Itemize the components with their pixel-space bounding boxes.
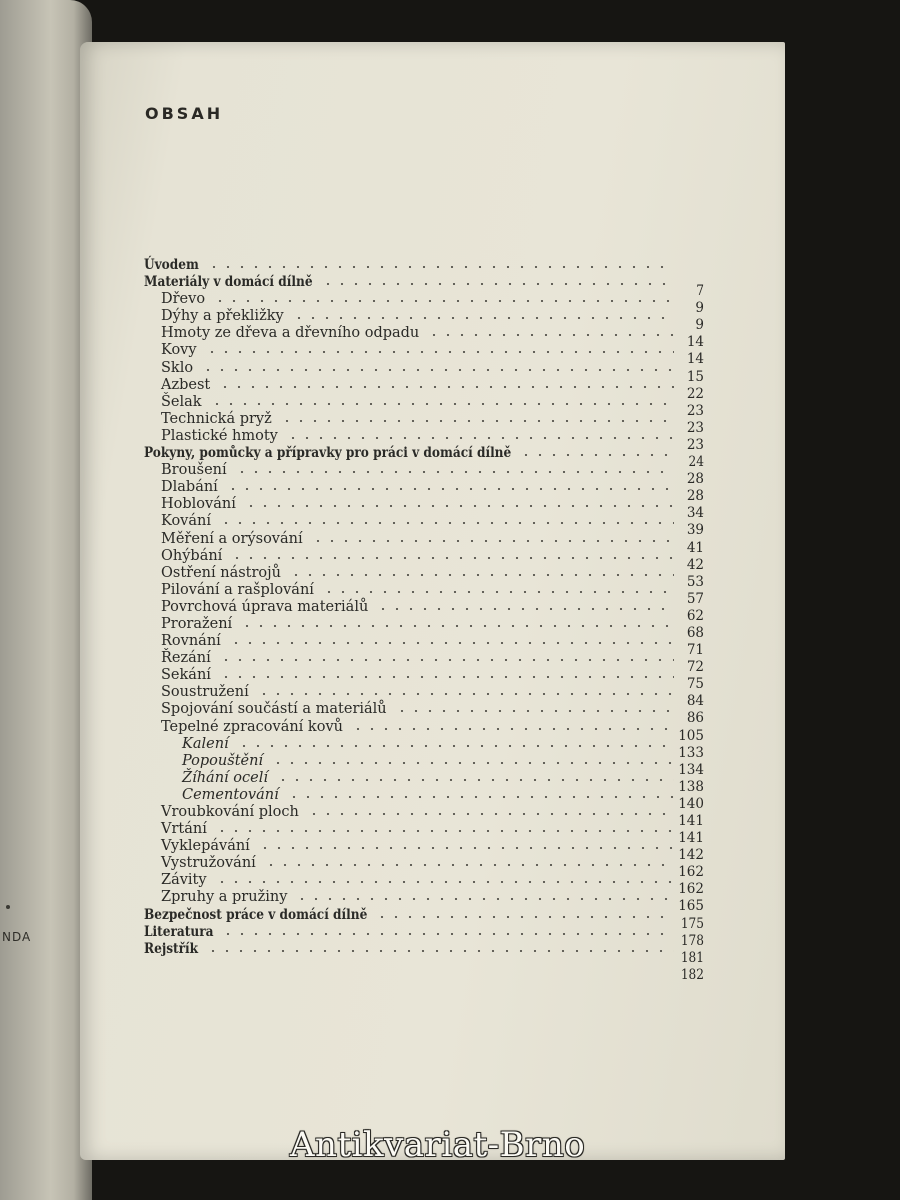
toc-page-number: 42 (686, 556, 704, 573)
toc-page-number: 84 (686, 693, 704, 710)
toc-page-number: 162 (678, 864, 704, 881)
page-mark (6, 905, 10, 909)
toc-page-number: 72 (686, 659, 704, 676)
toc-page-number: 165 (678, 898, 704, 915)
toc-page-number: 62 (686, 607, 704, 624)
toc-entry-title: Řezání (161, 650, 211, 667)
toc-entry-title: Broušení (161, 462, 227, 479)
dot-leader (206, 950, 674, 952)
dot-leader (264, 864, 674, 866)
toc-entry (144, 804, 704, 829)
dot-leader (221, 933, 674, 935)
toc-page-number: 9 (695, 317, 704, 334)
toc-page-number: 182 (680, 966, 704, 983)
dot-leader (258, 847, 674, 849)
toc-page-number: 14 (686, 351, 704, 368)
toc-page-number: 162 (678, 881, 704, 898)
toc-page-number: 141 (678, 830, 704, 847)
toc-entry-title: Ostření nástrojů (161, 564, 282, 581)
toc-page-number: 28 (686, 488, 704, 505)
dot-leader (229, 642, 674, 644)
toc-entry-title: Žíhání ocelí (182, 769, 268, 786)
toc-page-number: 9 (695, 300, 704, 317)
toc-entry-title: Rovnání (161, 633, 221, 650)
toc-entry-title: Popouštění (182, 752, 264, 769)
dot-leader (322, 591, 674, 593)
toc-page-number: 22 (686, 385, 704, 402)
toc-page-number: 140 (678, 795, 704, 812)
toc-entry-title: Vystružování (161, 855, 256, 872)
dot-leader (307, 813, 674, 815)
toc-page-number: 23 (686, 402, 704, 419)
toc-entry-title: Dřevo (161, 291, 206, 308)
toc-page-number: 75 (686, 676, 704, 693)
toc-entry-title: Tepelné zpracování kovů (161, 718, 343, 735)
toc-entry-title: Vyklepávání (161, 838, 250, 855)
toc-entry-title: Šelak (161, 393, 202, 410)
watermark: Antikvariat-Brno (290, 1125, 586, 1165)
dot-leader (205, 351, 674, 353)
dot-leader (289, 574, 674, 576)
toc-page-number: 142 (678, 847, 704, 864)
dot-leader (395, 710, 674, 712)
toc-page-number: 24 (688, 454, 704, 471)
toc-entry-title: Kalení (182, 735, 229, 752)
toc-page-number: 57 (686, 590, 704, 607)
dot-leader (237, 745, 674, 747)
toc-entry-title: Proražení (161, 615, 233, 632)
dot-leader (219, 659, 674, 661)
dot-leader (215, 881, 674, 883)
dot-leader (427, 334, 674, 336)
dot-leader (210, 403, 674, 405)
toc-page-number: 105 (678, 727, 704, 744)
dot-leader (519, 454, 674, 456)
toc-entry-title: Kování (161, 513, 211, 530)
toc-entry (144, 958, 704, 983)
toc-page-number: 23 (686, 436, 704, 453)
dot-leader (321, 283, 674, 285)
toc-entry-title: Zpruhy a pružiny (161, 889, 288, 906)
toc-entry-title: Azbest (161, 376, 211, 393)
toc-page-number: 175 (680, 915, 704, 932)
dot-leader (235, 471, 674, 473)
facing-page-edge (0, 0, 92, 1200)
dot-leader (219, 676, 674, 678)
facing-page-text-fragment: NDA (2, 930, 32, 944)
dot-leader (218, 386, 674, 388)
dot-leader (287, 796, 674, 798)
dot-leader (215, 830, 674, 832)
dot-leader (286, 437, 674, 439)
toc-entry-title: Úvodem (144, 257, 199, 273)
toc-page-number: 68 (686, 624, 704, 641)
toc-page-number: 138 (678, 778, 704, 795)
toc-page-number: 28 (686, 471, 704, 488)
toc-entry-title: Vroubkování ploch (161, 804, 299, 820)
toc-page-number: 86 (686, 710, 704, 727)
toc-entry-title: Pokyny, pomůcky a přípravky pro práci v domácí dílně (144, 445, 512, 462)
dot-leader (240, 625, 674, 627)
toc-entry-title: Vrtání (161, 821, 207, 838)
toc-entry-title: Technická pryž (161, 410, 272, 427)
toc-entry-title: Spojování součástí a materiálů (161, 701, 387, 718)
toc-page-number: 41 (686, 539, 704, 556)
table-of-contents (144, 257, 704, 983)
toc-entry-title: Plastické hmoty (161, 427, 278, 444)
toc-page-number: 181 (680, 949, 704, 966)
toc-entry-title: Sklo (161, 359, 194, 376)
toc-entry-title: Měření a orýsování (161, 530, 303, 547)
toc-page-number: 71 (686, 642, 704, 659)
toc-entry-title: Sekání (161, 667, 211, 684)
dot-leader (375, 916, 674, 918)
toc-entry-title: Cementování (182, 786, 279, 803)
toc-entry-title: Dlabání (161, 479, 218, 496)
toc-entry-title: Bezpečnost práce v domácí dílně (144, 906, 368, 923)
toc-entry-title: Závity (161, 872, 207, 889)
dot-leader (271, 762, 674, 764)
dot-leader (219, 522, 674, 524)
toc-page-number: 141 (678, 813, 704, 829)
toc-entry-title: Ohýbání (161, 547, 223, 564)
dot-leader (213, 300, 674, 302)
dot-leader (351, 728, 674, 730)
dot-leader (257, 693, 674, 695)
toc-entry-title: Hoblování (161, 496, 236, 513)
toc-page-number: 53 (686, 573, 704, 590)
toc-entry-title: Soustružení (161, 684, 249, 701)
toc-entry-title: Hmoty ze dřeva a dřevního odpadu (161, 325, 420, 342)
toc-entry (144, 427, 704, 453)
toc-entry-title: Povrchová úprava materiálů (161, 598, 369, 615)
toc-entry (144, 257, 704, 274)
dot-leader (276, 779, 674, 781)
toc-entry-title: Rejstřík (144, 940, 199, 957)
toc-page-number: 14 (686, 334, 704, 351)
dot-leader (280, 420, 674, 422)
toc-page-number: 7 (696, 283, 704, 300)
toc-page-number: 178 (680, 932, 704, 949)
toc-page-number: 15 (686, 368, 704, 385)
dot-leader (376, 608, 674, 610)
toc-entry-title (144, 958, 148, 974)
toc-page-number: 39 (686, 522, 704, 539)
toc-entry-title: Kovy (161, 342, 197, 359)
dot-leader (226, 488, 674, 490)
toc-page-number: 23 (686, 419, 704, 436)
dot-leader (292, 317, 674, 319)
toc-entry-title: Materiály v domácí dílně (144, 274, 313, 291)
dot-leader (311, 540, 674, 542)
toc-page-number: 34 (686, 505, 704, 522)
toc-entry-title: Pilování a rašplování (161, 581, 314, 598)
dot-leader (201, 369, 674, 371)
toc-entry-title: Dýhy a překližky (161, 308, 284, 325)
dot-leader (295, 898, 674, 900)
dot-leader (207, 266, 674, 268)
dot-leader (230, 557, 674, 559)
toc-page-number: 133 (678, 744, 704, 761)
toc-entry-title: Literatura (144, 923, 214, 940)
page-title: OBSAH (145, 104, 224, 123)
toc-page-number: 134 (678, 761, 704, 778)
dot-leader (244, 505, 674, 507)
